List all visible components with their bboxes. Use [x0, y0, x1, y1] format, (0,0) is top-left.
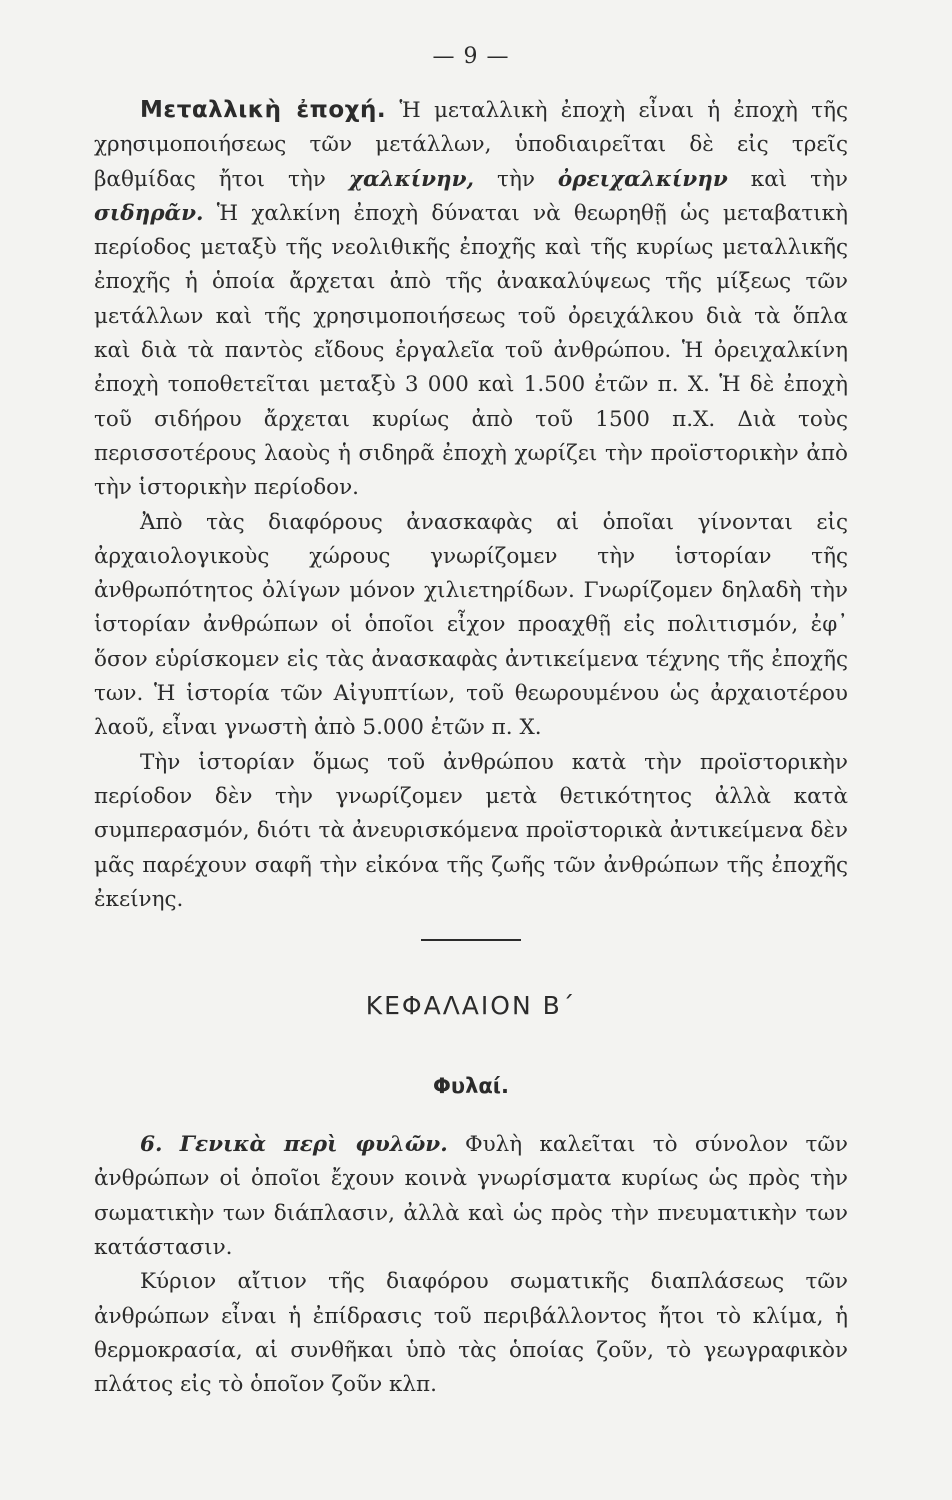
page-number: — 9 —	[432, 44, 510, 69]
section-heading-metal-age: Μεταλλικὴ ἐποχή.	[140, 97, 387, 123]
section-divider	[421, 939, 521, 941]
emphasis-iron: σιδηρᾶν.	[94, 200, 204, 226]
emphasis-brass: ὀρειχαλκίνην	[557, 166, 728, 192]
paragraph-prehistory: Τὴν ἱστορίαν ὅμως τοῦ ἀνθρώπου κατὰ τὴν προϊστορικὴν περίοδον δὲν τὴν γνωρίζομεν μετὰ θετικότητος ἀλλὰ κατὰ συμπερασμόν, διότι τὰ ἀνευρισκόμενα προϊστορικὰ ἀντικείμενα δὲν μᾶς παρέχουν σαφῆ τὴν εἰκόνα τῆς ζωῆς τῶν ἀνθρώπων τῆς ἐποχῆς ἐκείνης.	[94, 749, 848, 912]
paragraph-text: Φυλὴ καλεῖται τὸ σύνολον τῶν ἀνθρώπων οἱ ὁποῖοι ἔχουν κοινὰ γνωρίσματα κυρίως ὡς πρὸς τὴν σωματικὴν των διάπλασιν, ἀλλὰ καὶ ὡς πρὸς τὴν πνευματικὴν των κατάστασιν.	[94, 1132, 848, 1261]
body-text-chapter	[94, 1128, 848, 1402]
section-heading-races: Γενικὰ περὶ φυλῶν.	[179, 1132, 448, 1158]
paragraph-text: τὴν	[474, 166, 558, 192]
paragraph-metal-age	[94, 93, 848, 506]
paragraph-text: Ἡ χαλκίνη ἐποχὴ δύναται νὰ θεωρηθῇ ὡς μεταβατικὴ περίοδος μεταξὺ τῆς νεολιθικῆς ἐποχῆς καὶ τῆς κυρίως μεταλλικῆς ἐποχῆς ἡ ὁποία ἄρχεται ἀπὸ τῆς ἀνακαλύψεως τῆς μίξεως τῶν μετάλλων καὶ τῆς χρησιμοποιήσεως τοῦ ὀρειχάλκου διὰ τὰ ὅπλα καὶ διὰ τὰ παντὸς εἴδους ἐργαλεῖα τοῦ ἀνθρώπου. Ἡ ὀρειχαλκίνη ἐποχὴ τοποθετεῖται μεταξὺ 3 000 καὶ 1.500 ἐτῶν π. Χ. Ἡ δὲ ἐποχὴ τοῦ σιδήρου ἄρχεται κυρίως ἀπὸ τοῦ 1500 π.Χ. Διὰ τοὺς περισσοτέρους λαοὺς ἡ σιδηρᾶ ἐποχὴ χωρίζει τὴν προϊστορικὴν ἀπὸ τὴν ἱστορικὴν περίοδον.	[94, 200, 848, 501]
chapter-title: ΚΕΦΑΛΑΙΟΝ Β΄	[365, 991, 577, 1021]
paragraph-text: Ἡ μεταλλικὴ ἐποχὴ εἶναι ἡ ἐποχὴ τῆς χρησιμοποιήσεως τῶν μετάλλων, ὑποδιαιρεῖται δὲ εἰς τρεῖς βαθμίδας ἤτοι τὴν	[94, 98, 848, 192]
paragraph-races-general	[94, 1128, 848, 1265]
paragraph-excavations: Ἀπὸ τὰς διαφόρους ἀνασκαφὰς αἱ ὁποῖαι γίνονται εἰς ἀρχαιολογικοὺς χώρους γνωρίζομεν τὴν ἱστορίαν τῆς ἀνθρωπότητος ὀλίγων μόνον χιλιετηρίδων. Γνωρίζομεν δηλαδὴ τὴν ἱστορίαν ἀνθρώπων οἱ ὁποῖοι εἶχον προαχθῇ εἰς πολιτισμόν, ἐφ᾽ ὅσον εὑρίσκομεν εἰς τὰς ἀνασκαφὰς ἀντικείμενα τέχνης τῆς ἐποχῆς των. Ἡ ἱστορία τῶν Αἰγυπτίων, τοῦ θεωρουμένου ὡς ἀρχαιοτέρου λαοῦ, εἶναι γνωστὴ ἀπὸ 5.000 ἐτῶν π. Χ.	[94, 509, 848, 741]
paragraph-environment: Κύριον αἴτιον τῆς διαφόρου σωματικῆς διαπλάσεως τῶν ἀνθρώπων εἶναι ἡ ἐπίδρασις τοῦ περιβάλλοντος ἤτοι τὸ κλίμα, ἡ θερμοκρασία, αἱ συνθῆκαι ὑπὸ τὰς ὁποίας ζοῦν, τὸ γεωγραφικὸν πλάτος εἰς τὸ ὁποῖον ζοῦν κλπ.	[94, 1269, 848, 1398]
section-number: 6.	[140, 1132, 163, 1158]
body-text	[94, 93, 848, 917]
chapter-subtitle: Φυλαί.	[433, 1074, 509, 1099]
paragraph-text: καὶ τὴν	[727, 166, 849, 192]
emphasis-bronze: χαλκίνην,	[348, 166, 475, 192]
